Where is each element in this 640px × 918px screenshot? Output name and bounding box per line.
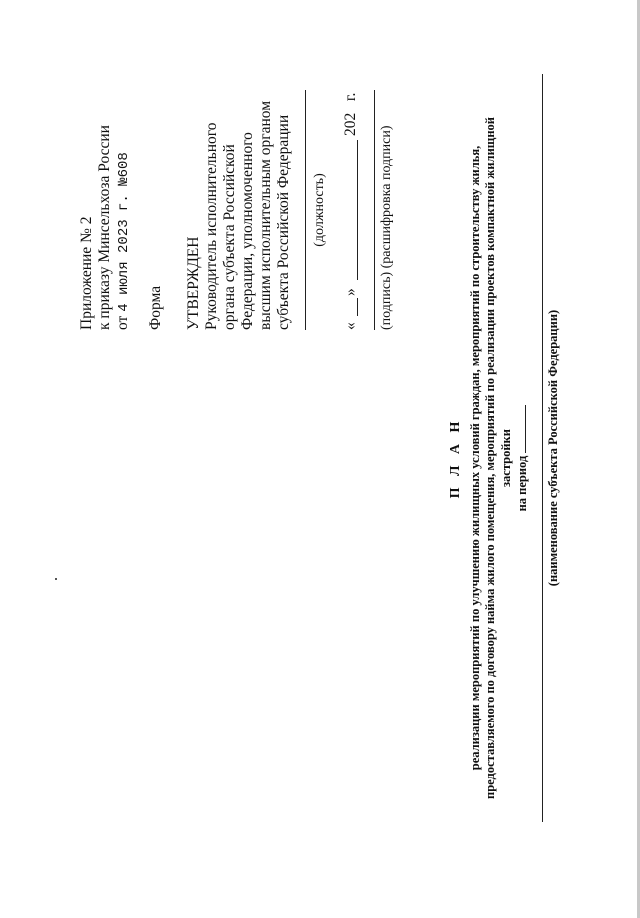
approver-line-3: Федерации, уполномоченного [239,132,256,330]
plan-line-1: реализации мероприятий по улучшению жилищных условий граждан, мероприятий по строительству жилья, [467,145,482,771]
date-line [342,70,360,330]
position-rule [305,90,306,330]
appendix-date [114,70,133,330]
approved-heading: УТВЕРЖДЕН [185,236,202,330]
subject-caption: (наименование субъекта Российской Федерации) [546,309,560,587]
month-blank [357,140,358,280]
approver-line-1: Руководитель исполнительного [203,122,220,330]
plan-line-3: застройки [498,429,513,487]
quote-close: » [342,288,359,296]
year-text: 202 г. [342,92,359,136]
approval-block [78,70,395,330]
approver-line-5: субъекта Российской Федерации [275,114,292,330]
appendix-date-value: 4 июля 2023 г. №608 [116,152,132,312]
day-blank [357,298,358,316]
approver-line-2: органа субъекта Российской [221,144,238,330]
position-field [305,90,328,330]
appendix-number: Приложение № 2 [78,216,95,330]
appendix-order: к приказу Минсельхоза России [96,125,113,330]
form-label: Форма [147,285,164,330]
plan-period [514,68,531,848]
quote-open: « [342,322,359,330]
period-label: на период [515,455,529,512]
plan-line-2: предоставляемого по договору найма жилого помещения, мероприятий по реализации проектов компактной жилищной [483,117,497,799]
plan-title: П Л А Н [448,417,463,499]
plan-title-block [448,68,531,848]
position-caption: (должность) [312,173,327,247]
appendix-date-prefix: от [114,315,131,330]
approver-line-4: высшим исполнительным органом [257,100,274,330]
signature-caption: (подпись) (расшифровка подписи) [379,125,394,330]
signature-rule [374,90,375,330]
subject-rule [542,74,543,822]
period-blank [514,405,526,453]
